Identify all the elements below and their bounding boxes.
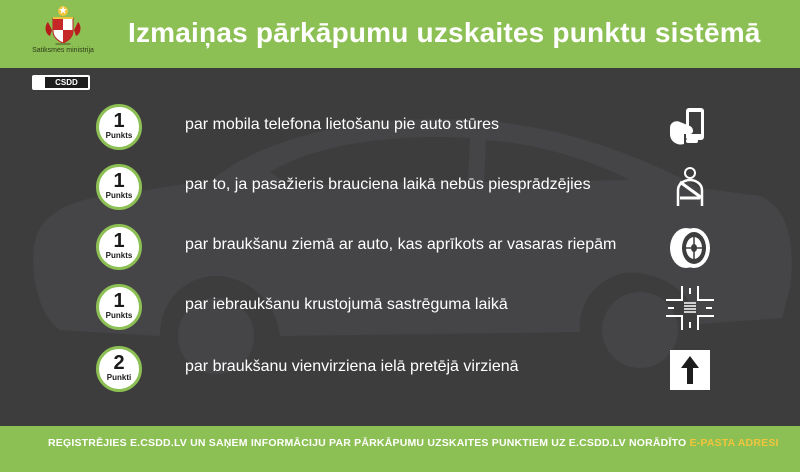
list-item — [0, 104, 800, 154]
points-count: 1 — [113, 290, 125, 312]
list-item — [0, 164, 800, 214]
header-bar — [0, 0, 800, 68]
points-count: 2 — [113, 352, 125, 374]
list-item — [0, 224, 800, 274]
violation-text: par iebraukšanu krustojumā sastrēguma laikā — [185, 296, 508, 313]
violation-text: par braukšanu vienvirziena ielā pretējā virzienā — [185, 358, 519, 375]
footer-message: REĢISTRĒJIES E.CSDD.LV UN SAŅEM INFORMĀCIJU PAR PĀRKĀPUMU UZSKAITES PUNKTIEM UZ E.CSDD.LV NORĀDĪTO — [48, 437, 687, 449]
points-count: 1 — [113, 170, 125, 192]
footer-bar — [0, 426, 800, 472]
points-unit: Punkts — [105, 131, 133, 140]
main-panel — [0, 68, 800, 426]
page-title: Izmaiņas pārkāpumu uzskaites punktu sistēmā — [128, 17, 761, 48]
list-item — [0, 346, 800, 396]
seatbelt-icon — [666, 166, 714, 210]
csdd-logo-text: CSDD — [45, 77, 88, 88]
violation-text: par braukšanu ziemā ar auto, kas aprīkots ar vasaras riepām — [185, 236, 617, 253]
points-unit: Punkti — [106, 373, 132, 382]
violation-text: par mobila telefona lietošanu pie auto stūres — [185, 116, 499, 133]
footer-text — [48, 437, 779, 449]
phone-in-hand-icon — [666, 106, 714, 150]
list-item — [0, 284, 800, 334]
points-unit: Punkts — [105, 251, 133, 260]
crossroad-icon — [666, 286, 714, 330]
csdd-logo — [32, 75, 90, 90]
points-badge — [96, 164, 142, 210]
points-badge — [96, 224, 142, 270]
points-count: 1 — [113, 110, 125, 132]
points-count: 1 — [113, 230, 125, 252]
ministry-name: Satiksmes ministrija — [32, 47, 94, 54]
ministry-logo — [18, 4, 108, 64]
points-badge — [96, 346, 142, 392]
points-badge — [96, 104, 142, 150]
coat-of-arms-icon — [42, 4, 84, 46]
points-unit: Punkts — [105, 191, 133, 200]
tire-icon — [666, 226, 714, 270]
one-way-arrow-icon — [666, 348, 714, 392]
footer-email-highlight: E-PASTA ADRESI — [689, 437, 779, 449]
points-badge — [96, 284, 142, 330]
points-unit: Punkts — [105, 311, 133, 320]
violation-text: par to, ja pasažieris brauciena laikā nebūs piesprādzējies — [185, 176, 591, 193]
